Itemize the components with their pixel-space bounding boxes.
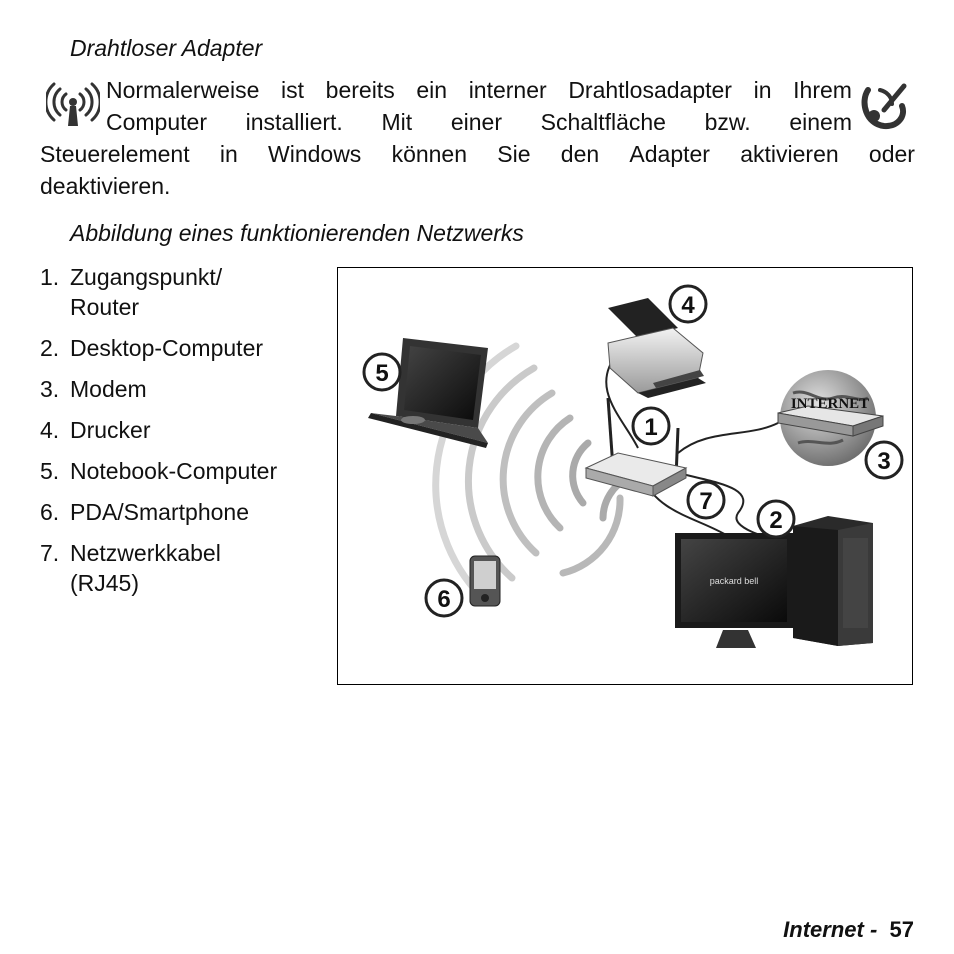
access-point-router <box>586 398 686 496</box>
list-number: 1. <box>40 264 60 290</box>
footer-section: Internet - <box>783 917 878 942</box>
list-text: Notebook-Computer <box>70 458 278 484</box>
word: einem <box>789 109 852 135</box>
word: Sie <box>497 141 531 167</box>
word: oder <box>868 141 915 167</box>
word: in <box>219 141 238 167</box>
badge-2 <box>758 501 794 537</box>
badge-5 <box>364 354 400 390</box>
word: aktivieren <box>740 141 839 167</box>
word: Ihrem <box>793 77 852 103</box>
list-item <box>40 262 330 322</box>
word: interner <box>468 77 547 103</box>
badge-4 <box>670 286 706 322</box>
word: Adapter <box>629 141 710 167</box>
list-item <box>40 415 330 445</box>
legend-list <box>40 262 330 609</box>
word: Mit <box>381 109 413 135</box>
list-item <box>40 538 330 598</box>
word: Windows <box>268 141 362 167</box>
badge-1 <box>633 408 669 444</box>
word: bzw. <box>704 109 751 135</box>
pda-smartphone <box>470 556 500 606</box>
list-number: 2. <box>40 335 60 361</box>
word: Drahtlosadapter <box>568 77 732 103</box>
word: Schaltfläche <box>540 109 666 135</box>
list-number: 5. <box>40 458 60 484</box>
paragraph-line-4: deaktivieren. <box>40 173 171 199</box>
badge-1-label: 1 <box>644 414 658 441</box>
list-text: Netzwerkkabel <box>70 540 221 566</box>
internet-label: INTERNET <box>790 396 870 412</box>
word: einer <box>450 109 502 135</box>
list-number: 6. <box>40 499 60 525</box>
badge-7-label: 7 <box>699 488 713 515</box>
list-text: Modem <box>70 376 147 402</box>
badge-5-label: 5 <box>375 360 389 387</box>
word: installiert. <box>245 109 343 135</box>
page-number: 57 <box>889 917 914 942</box>
word: ein <box>416 77 448 103</box>
badge-3 <box>866 442 902 478</box>
badge-6 <box>426 580 462 616</box>
list-text: (RJ45) <box>70 570 140 596</box>
word: in <box>753 77 772 103</box>
paragraph-line-2 <box>106 106 852 138</box>
list-text: Router <box>70 294 140 320</box>
word: Normalerweise <box>106 77 260 103</box>
badge-6-label: 6 <box>437 586 451 613</box>
network-illustration <box>338 268 912 684</box>
list-item <box>40 374 330 404</box>
badge-4-label: 4 <box>681 292 695 319</box>
list-item <box>40 333 330 363</box>
page-footer <box>783 917 914 943</box>
brand-label: packard bell <box>709 576 759 586</box>
word: den <box>560 141 600 167</box>
list-text: Desktop-Computer <box>70 335 264 361</box>
list-text: Drucker <box>70 417 151 443</box>
badge-2-label: 2 <box>769 507 783 534</box>
figure-caption: Abbildung eines funktionierenden Netzwerks <box>70 220 524 246</box>
list-text: Zugangspunkt/ <box>70 264 223 290</box>
list-item <box>40 497 330 527</box>
word: Computer <box>106 109 207 135</box>
list-item <box>40 456 330 486</box>
word: können <box>391 141 468 167</box>
wifi-signal-icon <box>46 80 100 128</box>
word: ist <box>281 77 305 103</box>
word: bereits <box>325 77 395 103</box>
paragraph-line-1 <box>106 74 852 106</box>
badge-7 <box>688 482 724 518</box>
network-figure <box>337 267 913 685</box>
list-number: 4. <box>40 417 60 443</box>
section-title: Drahtloser Adapter <box>70 35 263 61</box>
badge-3-label: 3 <box>877 448 891 475</box>
list-text: PDA/Smartphone <box>70 499 249 525</box>
list-number: 7. <box>40 540 60 566</box>
paragraph-line-3 <box>40 138 915 170</box>
word: Steuerelement <box>40 141 190 167</box>
wireless-device-icon <box>858 80 910 132</box>
list-number: 3. <box>40 376 60 402</box>
